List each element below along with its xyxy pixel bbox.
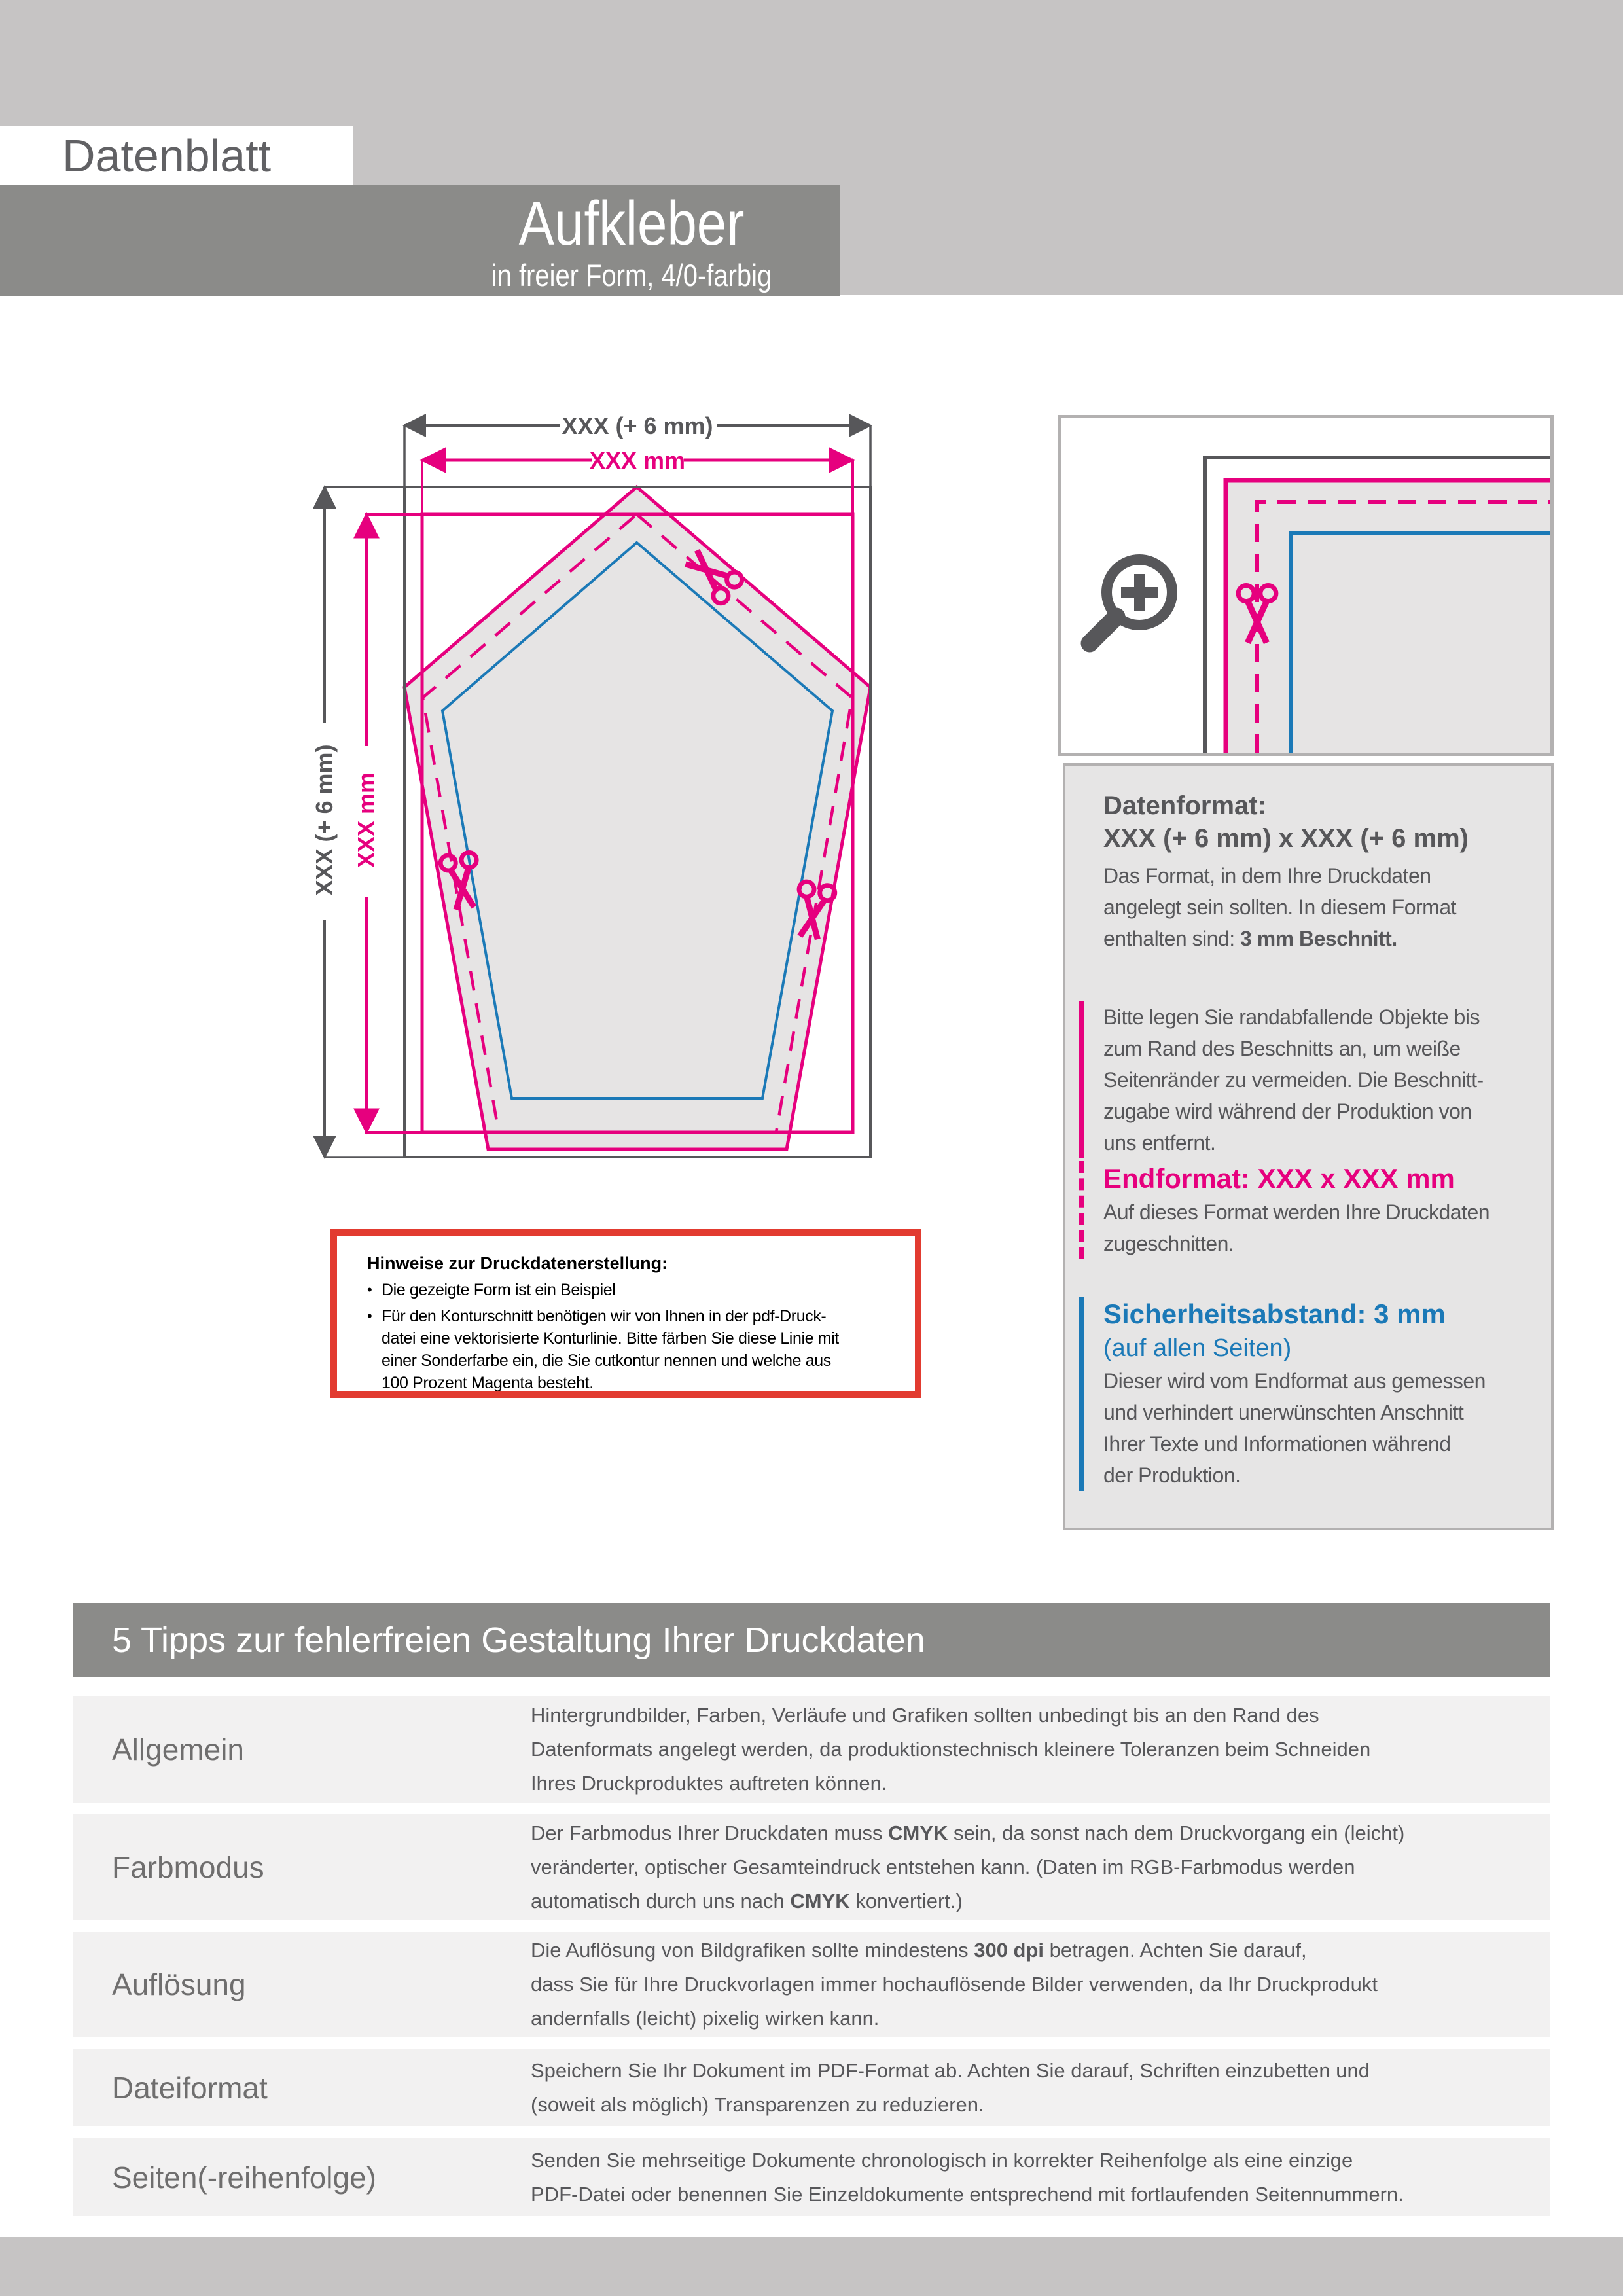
footer-gray-band xyxy=(0,2237,1623,2296)
tip-row-label: Seiten(-reihenfolge) xyxy=(112,2160,377,2195)
pentagon-dataformat-shape xyxy=(404,487,870,1149)
tip-row-label: Auflösung xyxy=(112,1967,246,2001)
zoom-detail-box xyxy=(1058,415,1554,756)
magnifier-zoom-icon xyxy=(1090,560,1172,643)
sicherheitsabstand-line: Ihrer Texte und Informationen während xyxy=(1103,1432,1451,1456)
page-title: Aufkleber xyxy=(518,188,745,259)
tip-row-text: Hintergrundbilder, Farben, Verläufe und Grafiken sollten unbedingt bis an den Rand des Datenformats angelegt werden, da produktionstechnisch kleinere Toleranzen beim Schneiden Ihres Druckproduktes auftreten können. xyxy=(531,1704,1371,1795)
dim-height-inner-label: XXX mm xyxy=(353,772,380,869)
datenformat-line: Das Format, in dem Ihre Druckdaten xyxy=(1103,864,1431,888)
datenformat-block xyxy=(1103,789,1469,954)
hinweise-box xyxy=(330,1229,921,1398)
hinweise-bullet: • Die gezeigte Form ist ein Beispiel xyxy=(367,1279,902,1301)
sicherheitsabstand-line: Dieser wird vom Endformat aus gemessen xyxy=(1103,1369,1486,1393)
bleed-note-line: Bitte legen Sie randabfallende Objekte bis xyxy=(1103,1005,1480,1029)
bleed-note-line: zum Rand des Beschnitts an, um weiße xyxy=(1103,1037,1461,1060)
bullet-icon: • xyxy=(367,1282,372,1298)
tip-row-label: Allgemein xyxy=(112,1732,244,1767)
tip-row-text: Senden Sie mehrseitige Dokumente chronologisch in korrekter Reihenfolge als eine einzige PDF-Datei oder benennen Sie Einzeldokumente entsprechend mit fortlaufenden Seitennummern. xyxy=(531,2148,1404,2206)
hinweise-bullet: • Für den Konturschnitt benötigen wir von Ihnen in der pdf-Druck- datei eine vektorisierte Konturlinie. Bitte färben Sie diese Linie mit einer Sonderfarbe ein, die Sie cutkontur nennen und welche aus 100 Prozent Magenta besteht. xyxy=(367,1305,902,1394)
bullet-icon: • xyxy=(367,1308,372,1324)
tip-row-seitenreihenfolge xyxy=(73,2138,1550,2216)
datenformat-line: angelegt sein sollten. In diesem Format xyxy=(1103,895,1457,919)
tips-heading: 5 Tipps zur fehlerfreien Gestaltung Ihrer Druckdaten xyxy=(112,1620,925,1660)
dim-height-outer-label: XXX (+ 6 mm) xyxy=(311,744,338,896)
dim-width-inner-label: XXX mm xyxy=(589,447,686,474)
sicherheitsabstand-line: und verhindert unerwünschten Anschnitt xyxy=(1103,1401,1464,1424)
datenformat-format: XXX (+ 6 mm) x XXX (+ 6 mm) xyxy=(1103,824,1469,853)
tip-row-text: Der Farbmodus Ihrer Druckdaten muss CMYK sein, da sonst nach dem Druckvorgang ein (leicht) veränderter, optischer Gesamteindruck entstehen kann. (Daten im RGB-Farbmodus werden automatisch durch uns nach CMYK konvertiert.) xyxy=(531,1821,1405,1912)
hinweise-heading: Hinweise zur Druckdatenerstellung: xyxy=(367,1253,668,1273)
tip-row-label: Farbmodus xyxy=(112,1850,264,1884)
sicherheitsabstand-line: der Produktion. xyxy=(1103,1463,1241,1487)
endformat-block xyxy=(1079,1161,1489,1259)
tip-row-dateiformat xyxy=(73,2049,1550,2126)
endformat-heading: Endformat: XXX x XXX mm xyxy=(1103,1163,1455,1194)
bleed-note-line: zugabe wird während der Produktion von xyxy=(1103,1100,1472,1123)
dim-width-outer-label: XXX (+ 6 mm) xyxy=(562,412,713,439)
tip-row-allgemein xyxy=(73,1696,1550,1803)
sicherheitsabstand-heading: Sicherheitsabstand: 3 mm xyxy=(1103,1299,1446,1329)
tip-row-label: Dateiformat xyxy=(112,2070,268,2105)
format-info-panel xyxy=(1063,763,1554,1530)
zoom-detail-drawing xyxy=(1061,418,1550,753)
page-subtitle: in freier Form, 4/0-farbig xyxy=(491,258,772,293)
bleed-note-line: Seitenränder zu vermeiden. Die Beschnitt- xyxy=(1103,1068,1484,1092)
bleed-fill-corner xyxy=(1226,480,1550,753)
sicherheitsabstand-block xyxy=(1079,1297,1486,1491)
endformat-line: Auf dieses Format werden Ihre Druckdaten xyxy=(1103,1200,1490,1224)
datenformat-line: enthalten sind: 3 mm Beschnitt. xyxy=(1103,927,1397,950)
datenformat-heading: Datenformat: xyxy=(1103,791,1266,820)
tip-row-text: Speichern Sie Ihr Dokument im PDF-Format ab. Achten Sie darauf, Schriften einzubetten und (soweit als möglich) Transparenzen zu reduzieren. xyxy=(531,2058,1370,2116)
tip-row-aufloesung xyxy=(73,1932,1550,2037)
tip-row-text: Die Auflösung von Bildgrafiken sollte mindestens 300 dpi betragen. Achten Sie darauf, dass Sie für Ihre Druckvorlagen immer hochauflösende Bilder verwenden, da Ihr Druckprodukt andernfalls (leicht) pixelig wirken kann. xyxy=(531,1939,1378,2030)
tip-row-farbmodus xyxy=(73,1814,1550,1920)
tips-banner xyxy=(73,1603,1550,1677)
bleed-diagram xyxy=(275,393,929,1198)
bleed-note-block xyxy=(1079,1001,1484,1158)
endformat-line: zugeschnitten. xyxy=(1103,1232,1234,1255)
bleed-note-line: uns entfernt. xyxy=(1103,1131,1216,1155)
sicherheitsabstand-subheading: (auf allen Seiten) xyxy=(1103,1335,1292,1362)
sheet-label: Datenblatt xyxy=(0,126,353,185)
